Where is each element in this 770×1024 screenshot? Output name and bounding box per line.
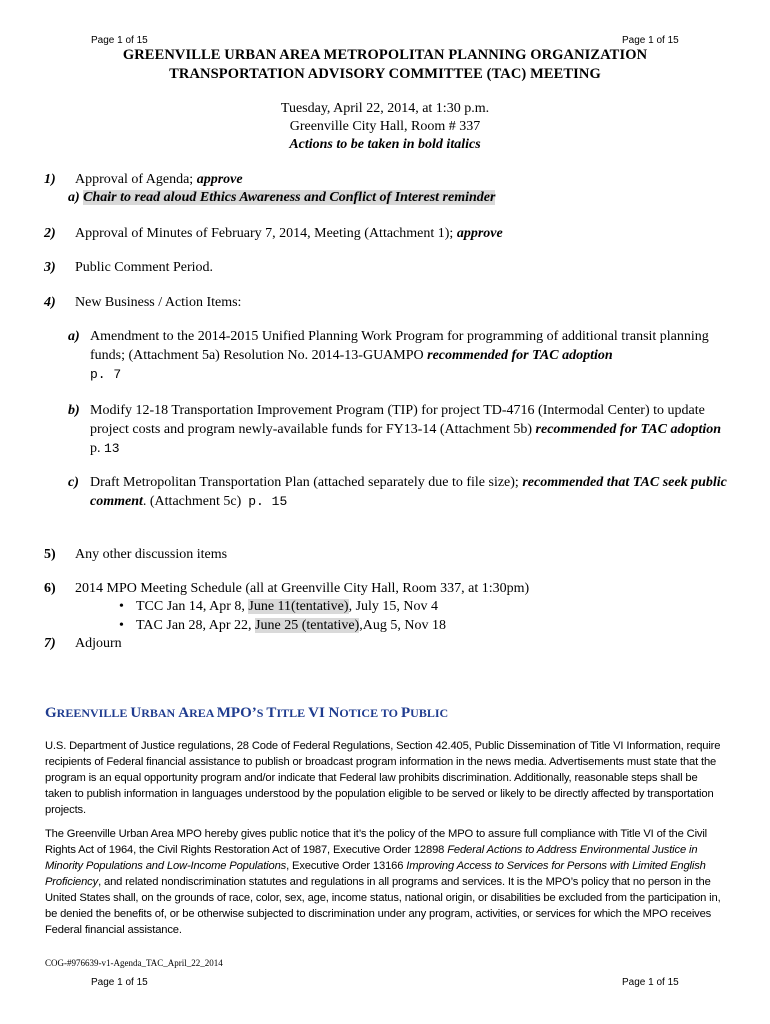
agenda-item-4-number: 4) — [44, 295, 56, 310]
agenda-item-4a-action: recommended for TAC adoption — [427, 348, 613, 363]
meeting-schedule-tac — [119, 616, 446, 635]
agenda-item-4b-page-ref: 13 — [104, 441, 120, 456]
agenda-item-3-text: Public Comment Period. — [75, 260, 214, 275]
schedule-tac-dates-end: ,Aug 5, Nov 18 — [359, 618, 446, 633]
bullet-icon: • — [119, 618, 124, 633]
agenda-item-4b — [90, 401, 730, 458]
agenda-item-1-text: Approval of Agenda; — [75, 172, 197, 187]
agenda-item-6-text: 2014 MPO Meeting Schedule (all at Greenville City Hall, Room 337, at 1:30pm) — [75, 581, 530, 596]
schedule-tac-dates: TAC Jan 28, Apr 22, — [136, 618, 256, 633]
agenda-item-4b-action: recommended for TAC adoption — [535, 422, 722, 437]
page-number-bottom-left: Page 1 of 15 — [91, 977, 148, 988]
meeting-schedule-tcc — [119, 597, 446, 616]
schedule-tcc-dates: TCC Jan 14, Apr 8, — [136, 599, 249, 614]
page-number-top-left: Page 1 of 15 — [91, 35, 148, 46]
agenda-item-1a-letter: a) — [68, 190, 80, 205]
agenda-item-1a-text: Chair to read aloud Ethics Awareness and Conflict of Interest reminder — [83, 190, 496, 205]
agenda-item-4c-letter: c) — [68, 475, 79, 490]
agenda-item-4a — [90, 327, 730, 384]
agenda-item-1-action: approve — [196, 172, 243, 187]
agenda-item-1-number: 1) — [44, 172, 56, 187]
agenda-item-1 — [75, 170, 243, 189]
agenda-item-2-text: Approval of Minutes of February 7, 2014, Meeting (Attachment 1); — [75, 226, 457, 241]
agenda-item-4c-text: Draft Metropolitan Transportation Plan (attached separately due to file size); — [90, 475, 523, 490]
agenda-item-4a-page-ref: p. 7 — [90, 367, 122, 382]
agenda-item-2 — [75, 224, 503, 243]
bullet-icon: • — [119, 599, 124, 614]
agenda-item-4-text: New Business / Action Items: — [75, 295, 242, 310]
schedule-tcc-dates-end: , July 15, Nov 4 — [348, 599, 439, 614]
agenda-item-3-number: 3) — [44, 260, 56, 275]
notice-paragraph-2: The Greenville Urban Area MPO hereby gives public notice that it’s the policy of the MPO to assure full compliance with Title VI of the Civil Rights Act of 1964, the Civil Rights Restoration Act of 1987, Executive Order 12898 Federal Actions to Address Environmental Justice in Minority Populations and Low-Income Populations, Executive Order 13166 Improving Access to Services for Persons with Limited English Proficiency, and related nondiscrimination statutes and regulations in all programs and services. It is the MPO’s policy that no person in the United States shall, on the grounds of race, color, sex, age, income status, national origin, or disabilities be excluded from the participation in, be denied the benefits of, or be otherwise subjected to discrimination under any program, activities, or services for which the MPO receives Federal financial assistance. — [45, 828, 721, 936]
document-title-line2: TRANSPORTATION ADVISORY COMMITTEE (TAC) MEETING — [169, 66, 601, 82]
page-number-top-right: Page 1 of 15 — [622, 35, 679, 46]
agenda-item-4b-letter: b) — [68, 403, 80, 418]
agenda-item-7-number: 7) — [44, 636, 56, 651]
meeting-date: Tuesday, April 22, 2014, at 1:30 p.m. — [280, 101, 490, 116]
document-title-line1: GREENVILLE URBAN AREA METROPOLITAN PLANNING ORGANIZATION — [122, 47, 648, 63]
agenda-item-4c-after: . (Attachment 5c) — [142, 494, 242, 509]
agenda-item-4c-page-ref: p. 15 — [248, 494, 288, 509]
agenda-item-5-number: 5) — [44, 547, 56, 562]
agenda-item-7-text: Adjourn — [75, 636, 122, 651]
notice-paragraph-1: U.S. Department of Justice regulations, 28 Code of Federal Regulations, Section 42.405, Public Dissemination of Title VI Information, require recipients of Federal financial assistance to publish or broadcast program information in the news media. Advertisements must state that the program is an equal opportunity program and/or indicate that Federal law prohibits discrimination. Additionally, reasonable steps shall be taken to publish information in languages understood by the population eligible to be served or likely to be directly affected by transportation projects. — [45, 740, 721, 816]
agenda-item-4b-text: Modify 12-18 Transportation Improvement Program (TIP) for project TD-4716 (Intermodal Center) to update project costs and program newly-available funds for FY13-14 (Attachment 5b) — [90, 403, 705, 437]
meeting-note: Actions to be taken in bold italics — [289, 137, 481, 152]
agenda-item-4c — [90, 473, 730, 511]
agenda-item-5-text: Any other discussion items — [75, 547, 228, 562]
meeting-schedule-list — [119, 597, 446, 635]
agenda-item-6-number: 6) — [44, 581, 56, 596]
agenda-item-1a — [68, 188, 495, 207]
agenda-item-4c-action: recommended that TAC seek public comment — [90, 475, 727, 509]
agenda-item-2-action: approve — [456, 226, 503, 241]
page-number-bottom-right: Page 1 of 15 — [622, 977, 679, 988]
agenda-item-4a-text: Amendment to the 2014-2015 Unified Planning Work Program for programming of additional transit planning funds; (Attachment 5a) Resolution No. 2014-13-GUAMPO — [90, 329, 709, 363]
schedule-tac-tentative: June 25 (tentative) — [255, 618, 360, 633]
meeting-location: Greenville City Hall, Room # 337 — [289, 119, 481, 134]
document-id: COG-#976639-v1-Agenda_TAC_April_22_2014 — [45, 958, 223, 968]
schedule-tcc-tentative: June 11(tentative) — [248, 599, 349, 614]
agenda-item-2-number: 2) — [44, 226, 56, 241]
agenda-item-4a-letter: a) — [68, 329, 80, 344]
title-vi-notice-heading: GREENVILLE URBAN AREA MPO’S TITLE VI NOTICE TO PUBLIC — [45, 705, 449, 721]
agenda-item-4b-page-prefix: p. — [90, 441, 101, 456]
